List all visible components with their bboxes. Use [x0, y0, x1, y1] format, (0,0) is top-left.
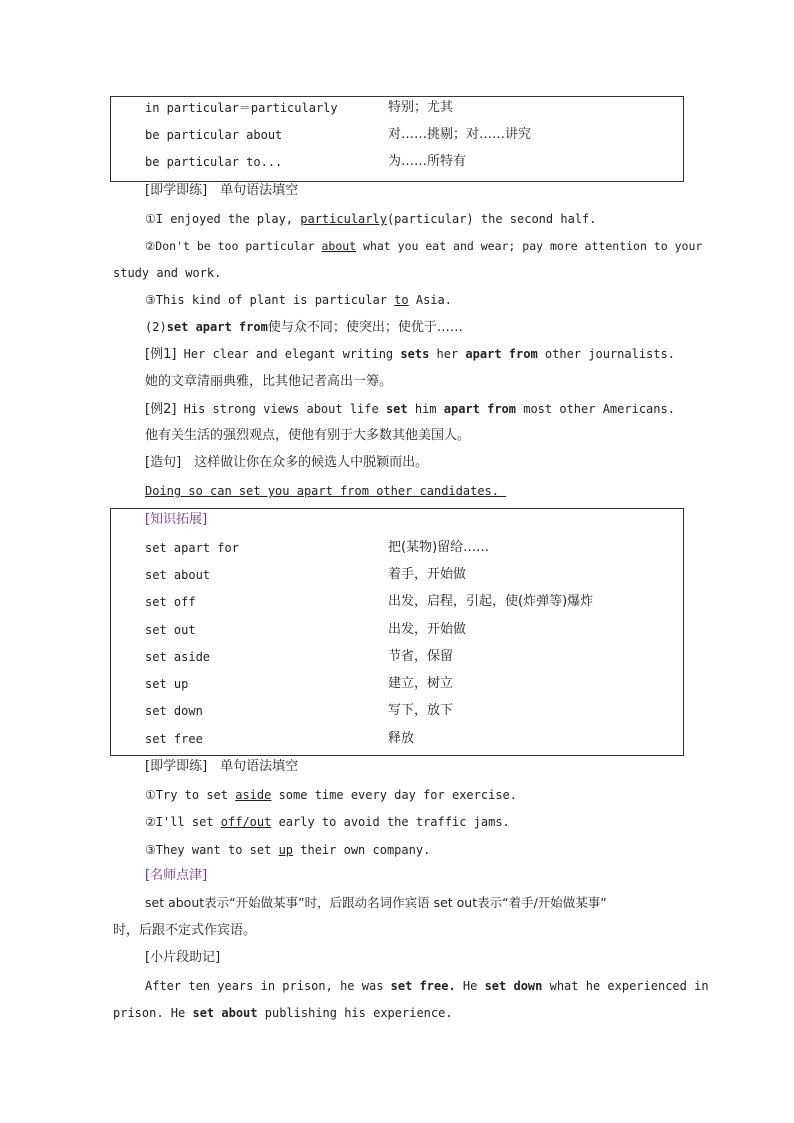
- box2-row: [145, 731, 415, 747]
- phrase-en: set down: [145, 704, 203, 718]
- answer-blank: up: [278, 843, 294, 857]
- memo-line-1: [145, 978, 709, 994]
- ex-bold: set: [385, 402, 408, 416]
- example-label: [例1]: [145, 347, 177, 362]
- phrase-en: set about: [145, 568, 211, 582]
- box1-row-3-en: be particular to...: [145, 155, 283, 169]
- practice2-q3: [145, 842, 430, 858]
- example-1: [145, 346, 675, 363]
- answer-blank: aside: [235, 788, 272, 802]
- box1-row-3-cn: 为……所特有: [388, 154, 467, 169]
- ex-bold: sets: [400, 347, 430, 361]
- knowledge-heading: [知识拓展]: [145, 512, 208, 527]
- item-number: (2): [145, 320, 167, 334]
- example-2-translation: 他有关生活的强烈观点，使他有别于大多数其他美国人。: [145, 428, 471, 443]
- box2-row: [145, 622, 467, 638]
- q-text: ③They want to set: [145, 843, 279, 857]
- phrase-en: set off: [145, 595, 196, 609]
- ex-bold: apart from: [465, 347, 538, 361]
- phrase-en: set out: [145, 623, 196, 637]
- answer-blank: about: [321, 239, 357, 253]
- phrase-cn: 出发，启程，引起，使(炸弹等)爆炸: [388, 594, 594, 609]
- ex-text: him: [407, 402, 444, 416]
- box2-row: [145, 540, 490, 556]
- memo-bold: set about: [192, 1006, 258, 1020]
- q-text: ②Don't be too particular: [145, 239, 322, 253]
- phrase-cn: 节省，保留: [388, 649, 454, 664]
- phrase-en: set up: [145, 677, 189, 691]
- practice1-q3: [145, 292, 452, 308]
- box2-row: [145, 676, 454, 692]
- box2-row: [145, 594, 594, 610]
- box1-row-1-cn: 特别；尤其: [388, 100, 454, 115]
- example-1-translation: 她的文章清丽典雅，比其他记者高出一筹。: [145, 374, 393, 389]
- item-phrase: set apart from: [166, 320, 268, 334]
- memo-text: publishing his experience.: [257, 1006, 453, 1020]
- q-text: some time every day for exercise.: [271, 788, 517, 802]
- box1-row-2: [145, 127, 532, 143]
- box1-row-2-en: be particular about: [145, 128, 283, 142]
- phrase-en: set apart for: [145, 541, 239, 555]
- teacher-heading: [名师点津]: [145, 868, 208, 883]
- q-text: ②I'll set: [145, 815, 221, 829]
- practice1-q2-cont: study and work.: [113, 266, 222, 280]
- box2-row: [145, 567, 467, 583]
- box2-row: [145, 649, 454, 665]
- item2-heading: [145, 319, 463, 336]
- box2-row: [145, 703, 454, 719]
- answer-blank: off/out: [220, 815, 272, 829]
- box1-row-1: [145, 100, 454, 116]
- phrase-en: set aside: [145, 650, 211, 664]
- phrase-cn: 写下，放下: [388, 703, 454, 718]
- memo-heading: [小片段助记]: [145, 950, 221, 965]
- box1-row-2-cn: 对……挑剔；对……讲究: [388, 127, 532, 142]
- ex-bold: apart from: [443, 402, 516, 416]
- ex-text: other journalists.: [537, 347, 675, 361]
- box1-row-1-en: in particular＝particularly: [145, 101, 338, 115]
- ex-text: her: [429, 347, 466, 361]
- ex-text: His strong views about life: [176, 402, 386, 416]
- teacher-line-1: set about表示“开始做某事”时，后跟动名词作宾语 set out表示“着手/开始做某事”: [145, 895, 607, 910]
- zaoju-prompt: [145, 455, 428, 471]
- practice1-heading: [即学即练] 单句语法填空: [145, 183, 299, 198]
- q-text: Asia.: [408, 293, 452, 307]
- ex-text: Her clear and elegant writing: [176, 347, 401, 361]
- memo-text: prison. He: [113, 1006, 193, 1020]
- practice2-q2: [145, 814, 510, 830]
- memo-text: He: [455, 979, 485, 993]
- phrase-cn: 释放: [388, 731, 415, 746]
- zaoju-answer: Doing so can set you apart from other candidates.: [145, 484, 507, 498]
- phrase-cn: 建立，树立: [388, 676, 454, 691]
- memo-text: After ten years in prison, he was: [145, 979, 391, 993]
- practice1-q2: [145, 238, 702, 254]
- q-text: what you eat and wear; pay more attention to your: [356, 239, 703, 253]
- q-text: ①Try to set: [145, 788, 236, 802]
- q-text: ①I enjoyed the play,: [145, 212, 301, 226]
- answer-blank: particularly: [300, 212, 387, 226]
- item-meaning: 使与众不同；使突出；使优于……: [267, 320, 463, 335]
- phrase-cn: 着手，开始做: [388, 567, 467, 582]
- box1-row-3: [145, 154, 467, 170]
- q-text: early to avoid the traffic jams.: [271, 815, 510, 829]
- example-label: [例2]: [145, 402, 177, 417]
- memo-line-2: [113, 1005, 453, 1021]
- memo-bold: set down: [484, 979, 543, 993]
- zaoju-label: [造句]: [145, 455, 182, 470]
- phrase-cn: 出发，开始做: [388, 622, 467, 637]
- q-text: (particular) the second half.: [386, 212, 597, 226]
- answer-blank: to: [394, 293, 409, 307]
- phrase-en: set free: [145, 732, 203, 746]
- zaoju-text: 这样做让你在众多的候选人中脱颖而出。: [181, 455, 429, 470]
- practice2-heading: [即学即练] 单句语法填空: [145, 759, 299, 774]
- memo-text: what he experienced in: [542, 979, 709, 993]
- ex-text: most other Americans.: [516, 402, 675, 416]
- practice2-q1: [145, 787, 517, 803]
- q-text: their own company.: [293, 843, 431, 857]
- phrase-cn: 把(某物)留给……: [388, 540, 490, 555]
- q-text: ③This kind of plant is particular: [145, 293, 395, 307]
- example-2: [145, 401, 675, 418]
- practice1-q1: [145, 211, 596, 227]
- teacher-line-2: 时，后跟不定式作宾语。: [113, 923, 257, 938]
- memo-bold: set free.: [390, 979, 456, 993]
